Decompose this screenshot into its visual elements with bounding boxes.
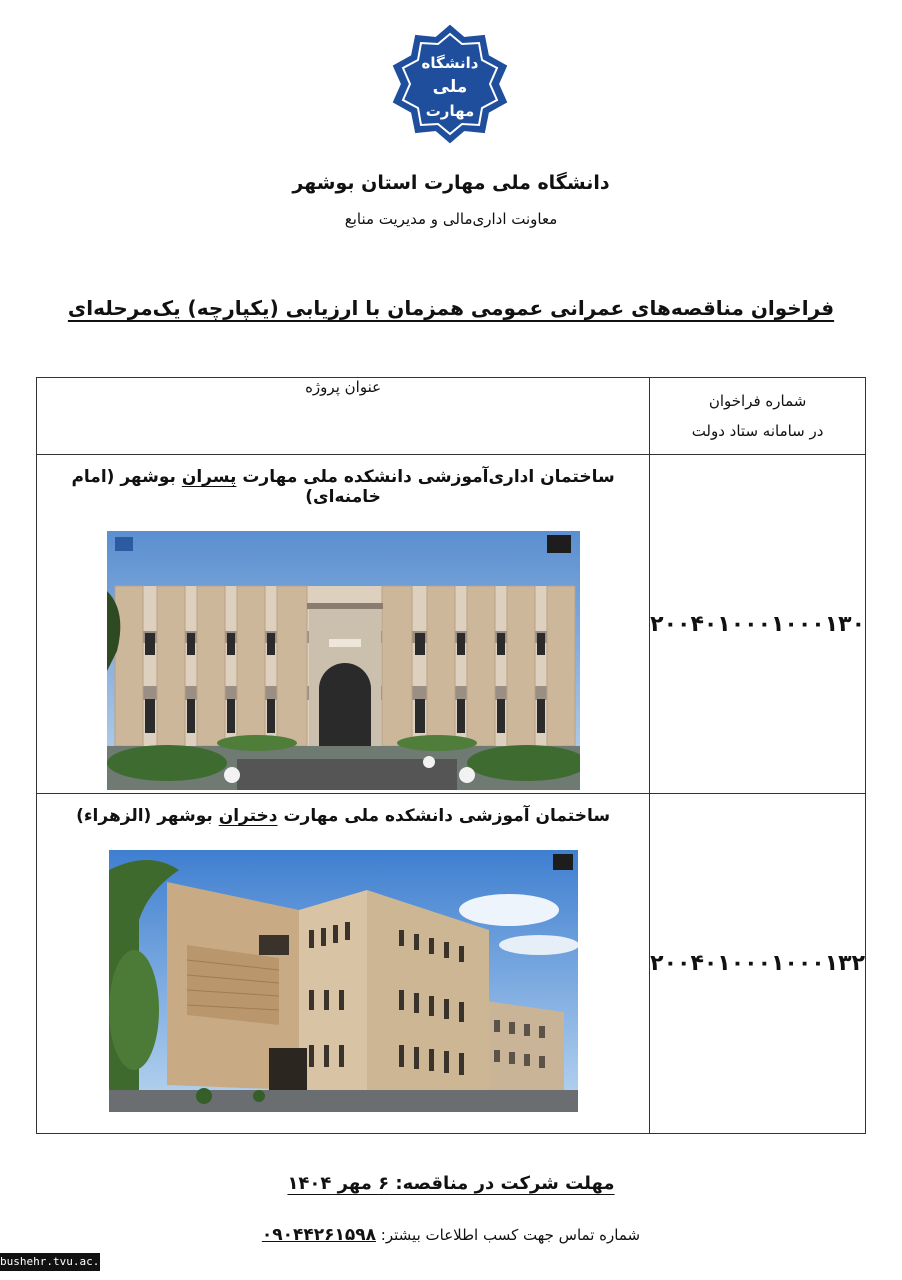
project-title <box>37 806 649 826</box>
site-watermark: bushehr.tvu.ac.ir <box>0 1253 100 1271</box>
project-cell <box>37 794 650 1134</box>
column-header-title: عنوان پروژه <box>37 378 650 455</box>
logo-text-top: دانشگاه <box>421 54 479 72</box>
column-header-number-line1: شماره فراخوان <box>708 392 807 410</box>
contact-line <box>0 1225 902 1245</box>
table-header-row <box>37 378 866 455</box>
project-cell <box>37 455 650 794</box>
project-title-part: ساختمان آموزشی دانشکده ملی مهارت <box>277 806 611 826</box>
project-title-part: بوشهر (الزهراء) <box>76 806 219 826</box>
department-name: معاونت اداری‌مالی و مدیریت منابع <box>344 210 558 228</box>
building-render-boys <box>107 531 580 790</box>
university-logo <box>390 24 510 164</box>
contact-phone[interactable]: ۰۹۰۴۴۲۶۱۵۹۸ <box>261 1225 377 1245</box>
institution-name: دانشگاه ملی مهارت استان بوشهر <box>292 172 610 194</box>
project-title <box>37 467 649 507</box>
tenders-table <box>36 377 866 1134</box>
table-row <box>37 455 866 794</box>
tender-number: ۲۰۰۴۰۱۰۰۰۱۰۰۰۱۳۰ <box>650 455 866 794</box>
column-header-number-line2: در سامانه ستاد دولت <box>691 422 824 440</box>
project-title-underlined: دختران <box>218 806 278 826</box>
project-title-part: ساختمان اداری‌آموزشی دانشکده ملی مهارت <box>236 467 615 487</box>
column-header-number <box>650 378 866 455</box>
logo-text-bottom: مهارت <box>425 102 475 120</box>
table-row <box>37 794 866 1134</box>
document-title-text: فراخوان مناقصه‌های عمرانی عمومی همزمان با ارزیابی (یکپارچه) یک‌مرحله‌ای <box>67 296 835 320</box>
logo-text-mid: ملی <box>432 77 468 97</box>
tender-number: ۲۰۰۴۰۱۰۰۰۱۰۰۰۱۳۲ <box>650 794 866 1134</box>
deadline-text: مهلت شرکت در مناقصه: ۶ مهر ۱۴۰۴ <box>287 1173 615 1194</box>
contact-label: شماره تماس جهت کسب اطلاعات بیشتر: <box>376 1226 641 1244</box>
project-title-underlined: پسران <box>181 467 237 487</box>
project-title-part: بوشهر (امام خامنه‌ای) <box>71 467 381 507</box>
document-title <box>0 296 902 320</box>
building-render-girls <box>109 850 578 1112</box>
deadline <box>0 1173 902 1194</box>
